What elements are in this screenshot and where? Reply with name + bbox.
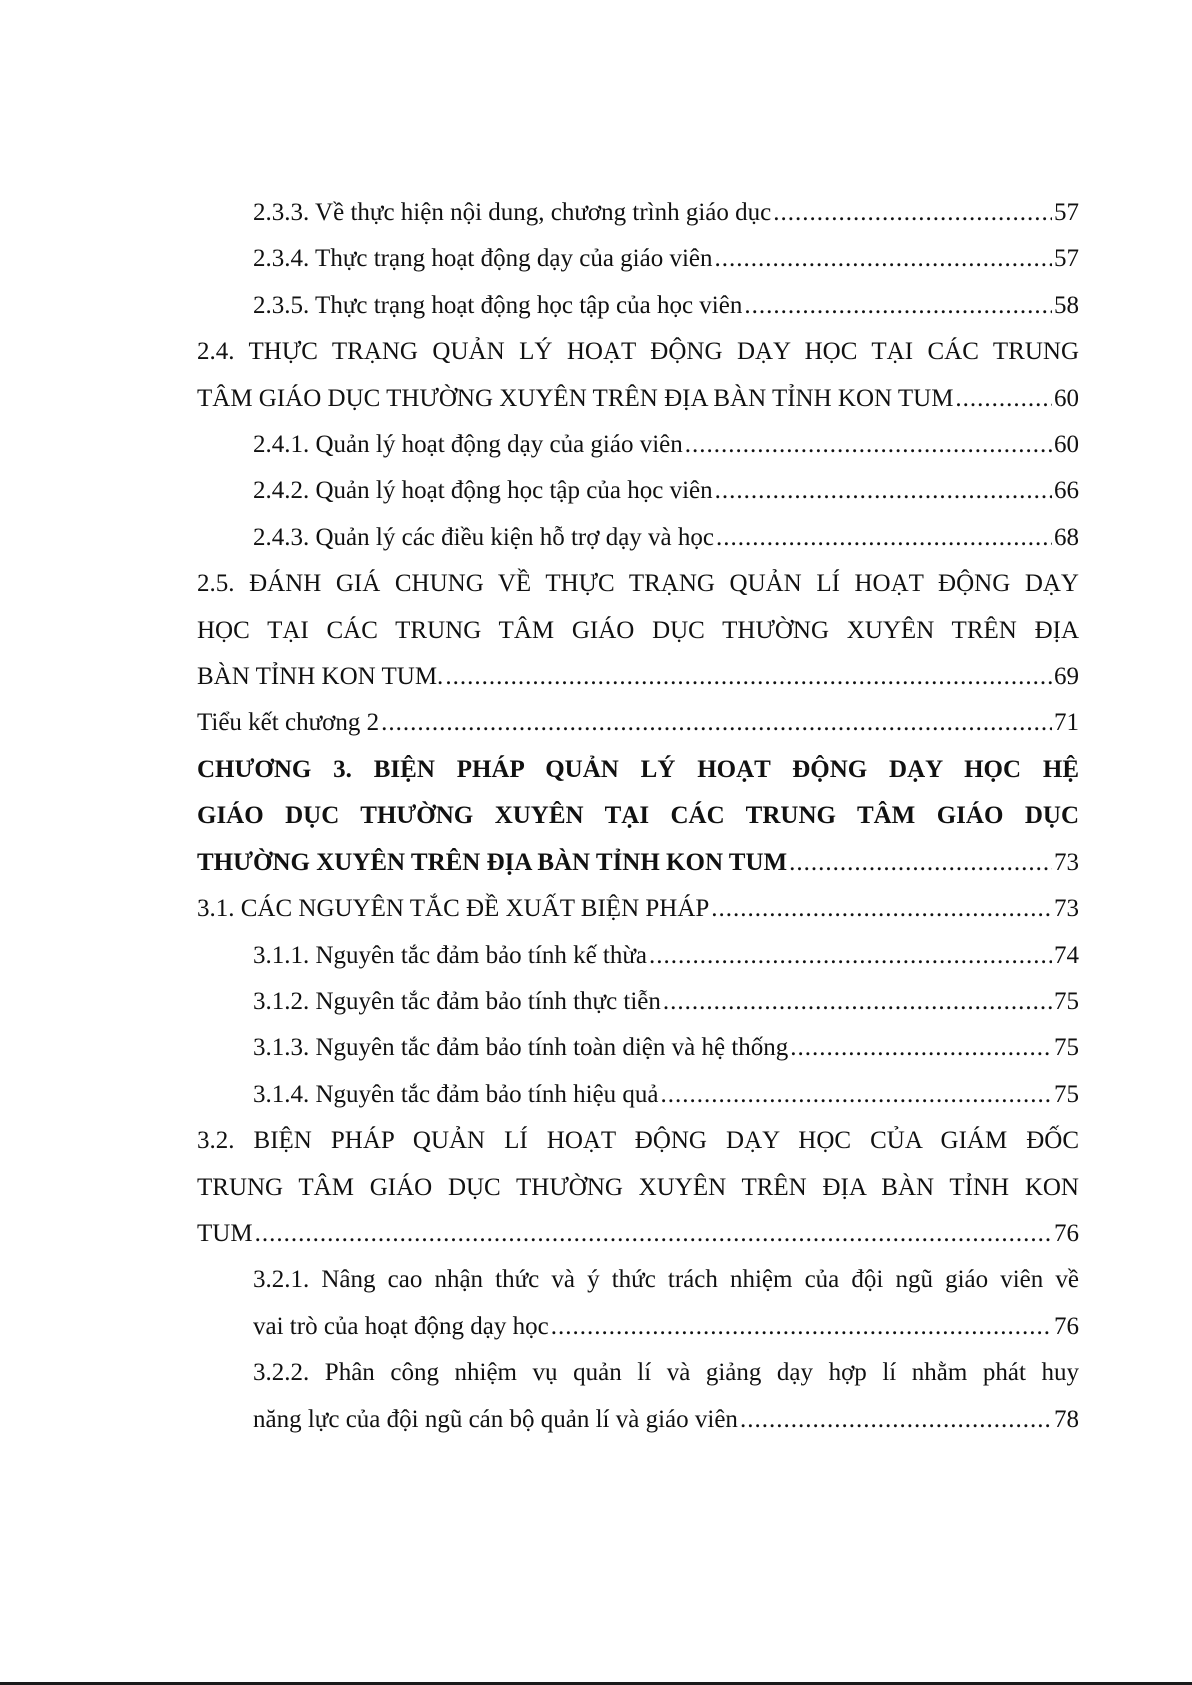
toc-entry bbox=[197, 1257, 1079, 1350]
toc-entry bbox=[197, 700, 1079, 746]
toc-entry-last-line bbox=[253, 979, 1079, 1025]
toc-entry-title: THƯỜNG XUYÊN TRÊN ĐỊA BÀN TỈNH KON TUM bbox=[197, 848, 788, 876]
toc-entry bbox=[197, 1025, 1079, 1071]
toc-entry-title: TUM bbox=[197, 1219, 253, 1247]
toc-entry-page-number: 68 bbox=[1054, 523, 1079, 551]
dot-leader bbox=[740, 1397, 1052, 1443]
toc-entry-title: 2.4.1. Quản lý hoạt động dạy của giáo viên bbox=[253, 431, 683, 459]
toc-entry bbox=[197, 190, 1079, 236]
toc-entry-last-line bbox=[253, 283, 1079, 329]
dot-leader bbox=[445, 654, 1052, 700]
toc-entry bbox=[197, 1118, 1079, 1257]
toc-entry-text-line: 2.4. THỰC TRẠNG QUẢN LÝ HOẠT ĐỘNG DẠY HỌC TẠI CÁC TRUNG bbox=[197, 338, 1079, 366]
dot-leader bbox=[649, 933, 1052, 979]
toc-entry bbox=[197, 747, 1079, 886]
toc-entry-text-line: 2.5. ĐÁNH GIÁ CHUNG VỀ THỰC TRẠNG QUẢN LÍ HOẠT ĐỘNG DẠY bbox=[197, 570, 1079, 598]
toc-entry-last-line bbox=[253, 933, 1079, 979]
dot-leader bbox=[773, 190, 1052, 236]
toc-entry-title: 2.3.5. Thực trạng hoạt động học tập của học viên bbox=[253, 291, 743, 319]
dot-leader bbox=[551, 1304, 1052, 1350]
dot-leader bbox=[955, 376, 1052, 422]
table-of-contents bbox=[197, 190, 1079, 1443]
dot-leader bbox=[715, 236, 1053, 282]
dot-leader bbox=[381, 700, 1052, 746]
toc-entry-title: 3.1.4. Nguyên tắc đảm bảo tính hiệu quả bbox=[253, 1080, 659, 1108]
toc-entry-title: 2.3.3. Về thực hiện nội dung, chương trình giáo dục bbox=[253, 199, 772, 226]
toc-entry bbox=[197, 1350, 1079, 1443]
toc-entry-last-line bbox=[197, 886, 1079, 932]
toc-entry bbox=[197, 468, 1079, 514]
toc-entry-last-line bbox=[253, 1397, 1079, 1443]
toc-entry-last-line bbox=[253, 422, 1079, 468]
toc-entry-text-line: HỌC TẠI CÁC TRUNG TÂM GIÁO DỤC THƯỜNG XUYÊN TRÊN ĐỊA bbox=[197, 616, 1079, 644]
toc-entry bbox=[197, 886, 1079, 932]
toc-entry-title: 2.4.2. Quản lý hoạt động học tập của học viên bbox=[253, 477, 713, 505]
dot-leader bbox=[789, 840, 1052, 886]
toc-entry-page-number: 66 bbox=[1054, 477, 1079, 505]
toc-entry-title: Tiểu kết chương 2 bbox=[197, 709, 380, 737]
toc-entry-page-number: 76 bbox=[1054, 1219, 1079, 1247]
toc-entry-last-line bbox=[253, 1304, 1079, 1350]
toc-entry-text-line: CHƯƠNG 3. BIỆN PHÁP QUẢN LÝ HOẠT ĐỘNG DẠY HỌC HỆ bbox=[197, 755, 1079, 783]
toc-entry bbox=[197, 933, 1079, 979]
toc-entry-title: 3.1. CÁC NGUYÊN TẮC ĐỀ XUẤT BIỆN PHÁP bbox=[197, 895, 710, 923]
toc-entry bbox=[197, 515, 1079, 561]
toc-entry-last-line bbox=[253, 236, 1079, 282]
toc-entry-title: BÀN TỈNH KON TUM. bbox=[197, 663, 444, 691]
toc-entry-text-line: 3.2.1. Nâng cao nhận thức và ý thức trách nhiệm của đội ngũ giáo viên về bbox=[253, 1266, 1079, 1294]
dot-leader bbox=[711, 886, 1052, 932]
toc-entry bbox=[197, 283, 1079, 329]
dot-leader bbox=[716, 515, 1052, 561]
toc-entry-page-number: 58 bbox=[1054, 291, 1079, 319]
toc-entry-page-number: 75 bbox=[1054, 987, 1079, 1015]
toc-entry-last-line bbox=[197, 1211, 1079, 1257]
toc-entry-title: 3.1.1. Nguyên tắc đảm bảo tính kế thừa bbox=[253, 941, 648, 969]
dot-leader bbox=[685, 422, 1052, 468]
toc-entry-page-number: 73 bbox=[1054, 848, 1079, 876]
dot-leader bbox=[744, 283, 1052, 329]
toc-entry-page-number: 71 bbox=[1054, 709, 1079, 737]
toc-entry-last-line bbox=[197, 376, 1079, 422]
toc-entry bbox=[197, 1072, 1079, 1118]
toc-entry bbox=[197, 236, 1079, 282]
toc-entry-page-number: 69 bbox=[1054, 663, 1079, 691]
toc-entry-title: TÂM GIÁO DỤC THƯỜNG XUYÊN TRÊN ĐỊA BÀN TỈNH KON TUM bbox=[197, 384, 954, 412]
toc-entry-text-line: GIÁO DỤC THƯỜNG XUYÊN TẠI CÁC TRUNG TÂM GIÁO DỤC bbox=[197, 802, 1079, 830]
toc-entry-last-line bbox=[253, 1072, 1079, 1118]
toc-entry-title: 2.4.3. Quản lý các điều kiện hỗ trợ dạy và học bbox=[253, 523, 714, 551]
toc-entry-page-number: 76 bbox=[1054, 1312, 1079, 1340]
toc-entry bbox=[197, 561, 1079, 700]
toc-entry bbox=[197, 422, 1079, 468]
toc-entry-title: 2.3.4. Thực trạng hoạt động dạy của giáo viên bbox=[253, 245, 713, 273]
toc-entry-title: vai trò của hoạt động dạy học bbox=[253, 1312, 549, 1340]
toc-entry-page-number: 60 bbox=[1054, 431, 1079, 459]
dot-leader bbox=[663, 979, 1052, 1025]
toc-entry-last-line bbox=[253, 1025, 1079, 1071]
toc-entry-title: năng lực của đội ngũ cán bộ quản lí và giáo viên bbox=[253, 1405, 738, 1433]
toc-entry-last-line bbox=[197, 840, 1079, 886]
toc-entry-text-line: TRUNG TÂM GIÁO DỤC THƯỜNG XUYÊN TRÊN ĐỊA BÀN TỈNH KON bbox=[197, 1173, 1079, 1201]
toc-entry-text-line: 3.2.2. Phân công nhiệm vụ quản lí và giảng dạy hợp lí nhằm phát huy bbox=[253, 1359, 1079, 1387]
toc-entry-last-line bbox=[197, 654, 1079, 700]
toc-entry-page-number: 75 bbox=[1054, 1034, 1079, 1062]
toc-entry-last-line bbox=[253, 468, 1079, 514]
toc-entry-page-number: 57 bbox=[1054, 199, 1079, 226]
toc-entry bbox=[197, 329, 1079, 422]
toc-entry bbox=[197, 979, 1079, 1025]
dot-leader bbox=[255, 1211, 1052, 1257]
dot-leader bbox=[715, 468, 1052, 514]
toc-entry-title: 3.1.3. Nguyên tắc đảm bảo tính toàn diện và hệ thống bbox=[253, 1034, 789, 1062]
toc-entry-text-line: 3.2. BIỆN PHÁP QUẢN LÍ HOẠT ĐỘNG DẠY HỌC CỦA GIÁM ĐỐC bbox=[197, 1127, 1079, 1155]
toc-entry-last-line bbox=[197, 700, 1079, 746]
toc-entry-title: 3.1.2. Nguyên tắc đảm bảo tính thực tiễn bbox=[253, 987, 661, 1015]
toc-entry-last-line bbox=[253, 190, 1079, 236]
toc-entry-page-number: 73 bbox=[1054, 895, 1079, 923]
toc-entry-page-number: 75 bbox=[1054, 1080, 1079, 1108]
dot-leader bbox=[660, 1072, 1052, 1118]
dot-leader bbox=[790, 1025, 1052, 1071]
toc-entry-page-number: 60 bbox=[1054, 384, 1079, 412]
toc-entry-last-line bbox=[253, 515, 1079, 561]
toc-entry-page-number: 74 bbox=[1054, 941, 1079, 969]
toc-entry-page-number: 78 bbox=[1054, 1405, 1079, 1433]
toc-entry-page-number: 57 bbox=[1054, 245, 1079, 273]
